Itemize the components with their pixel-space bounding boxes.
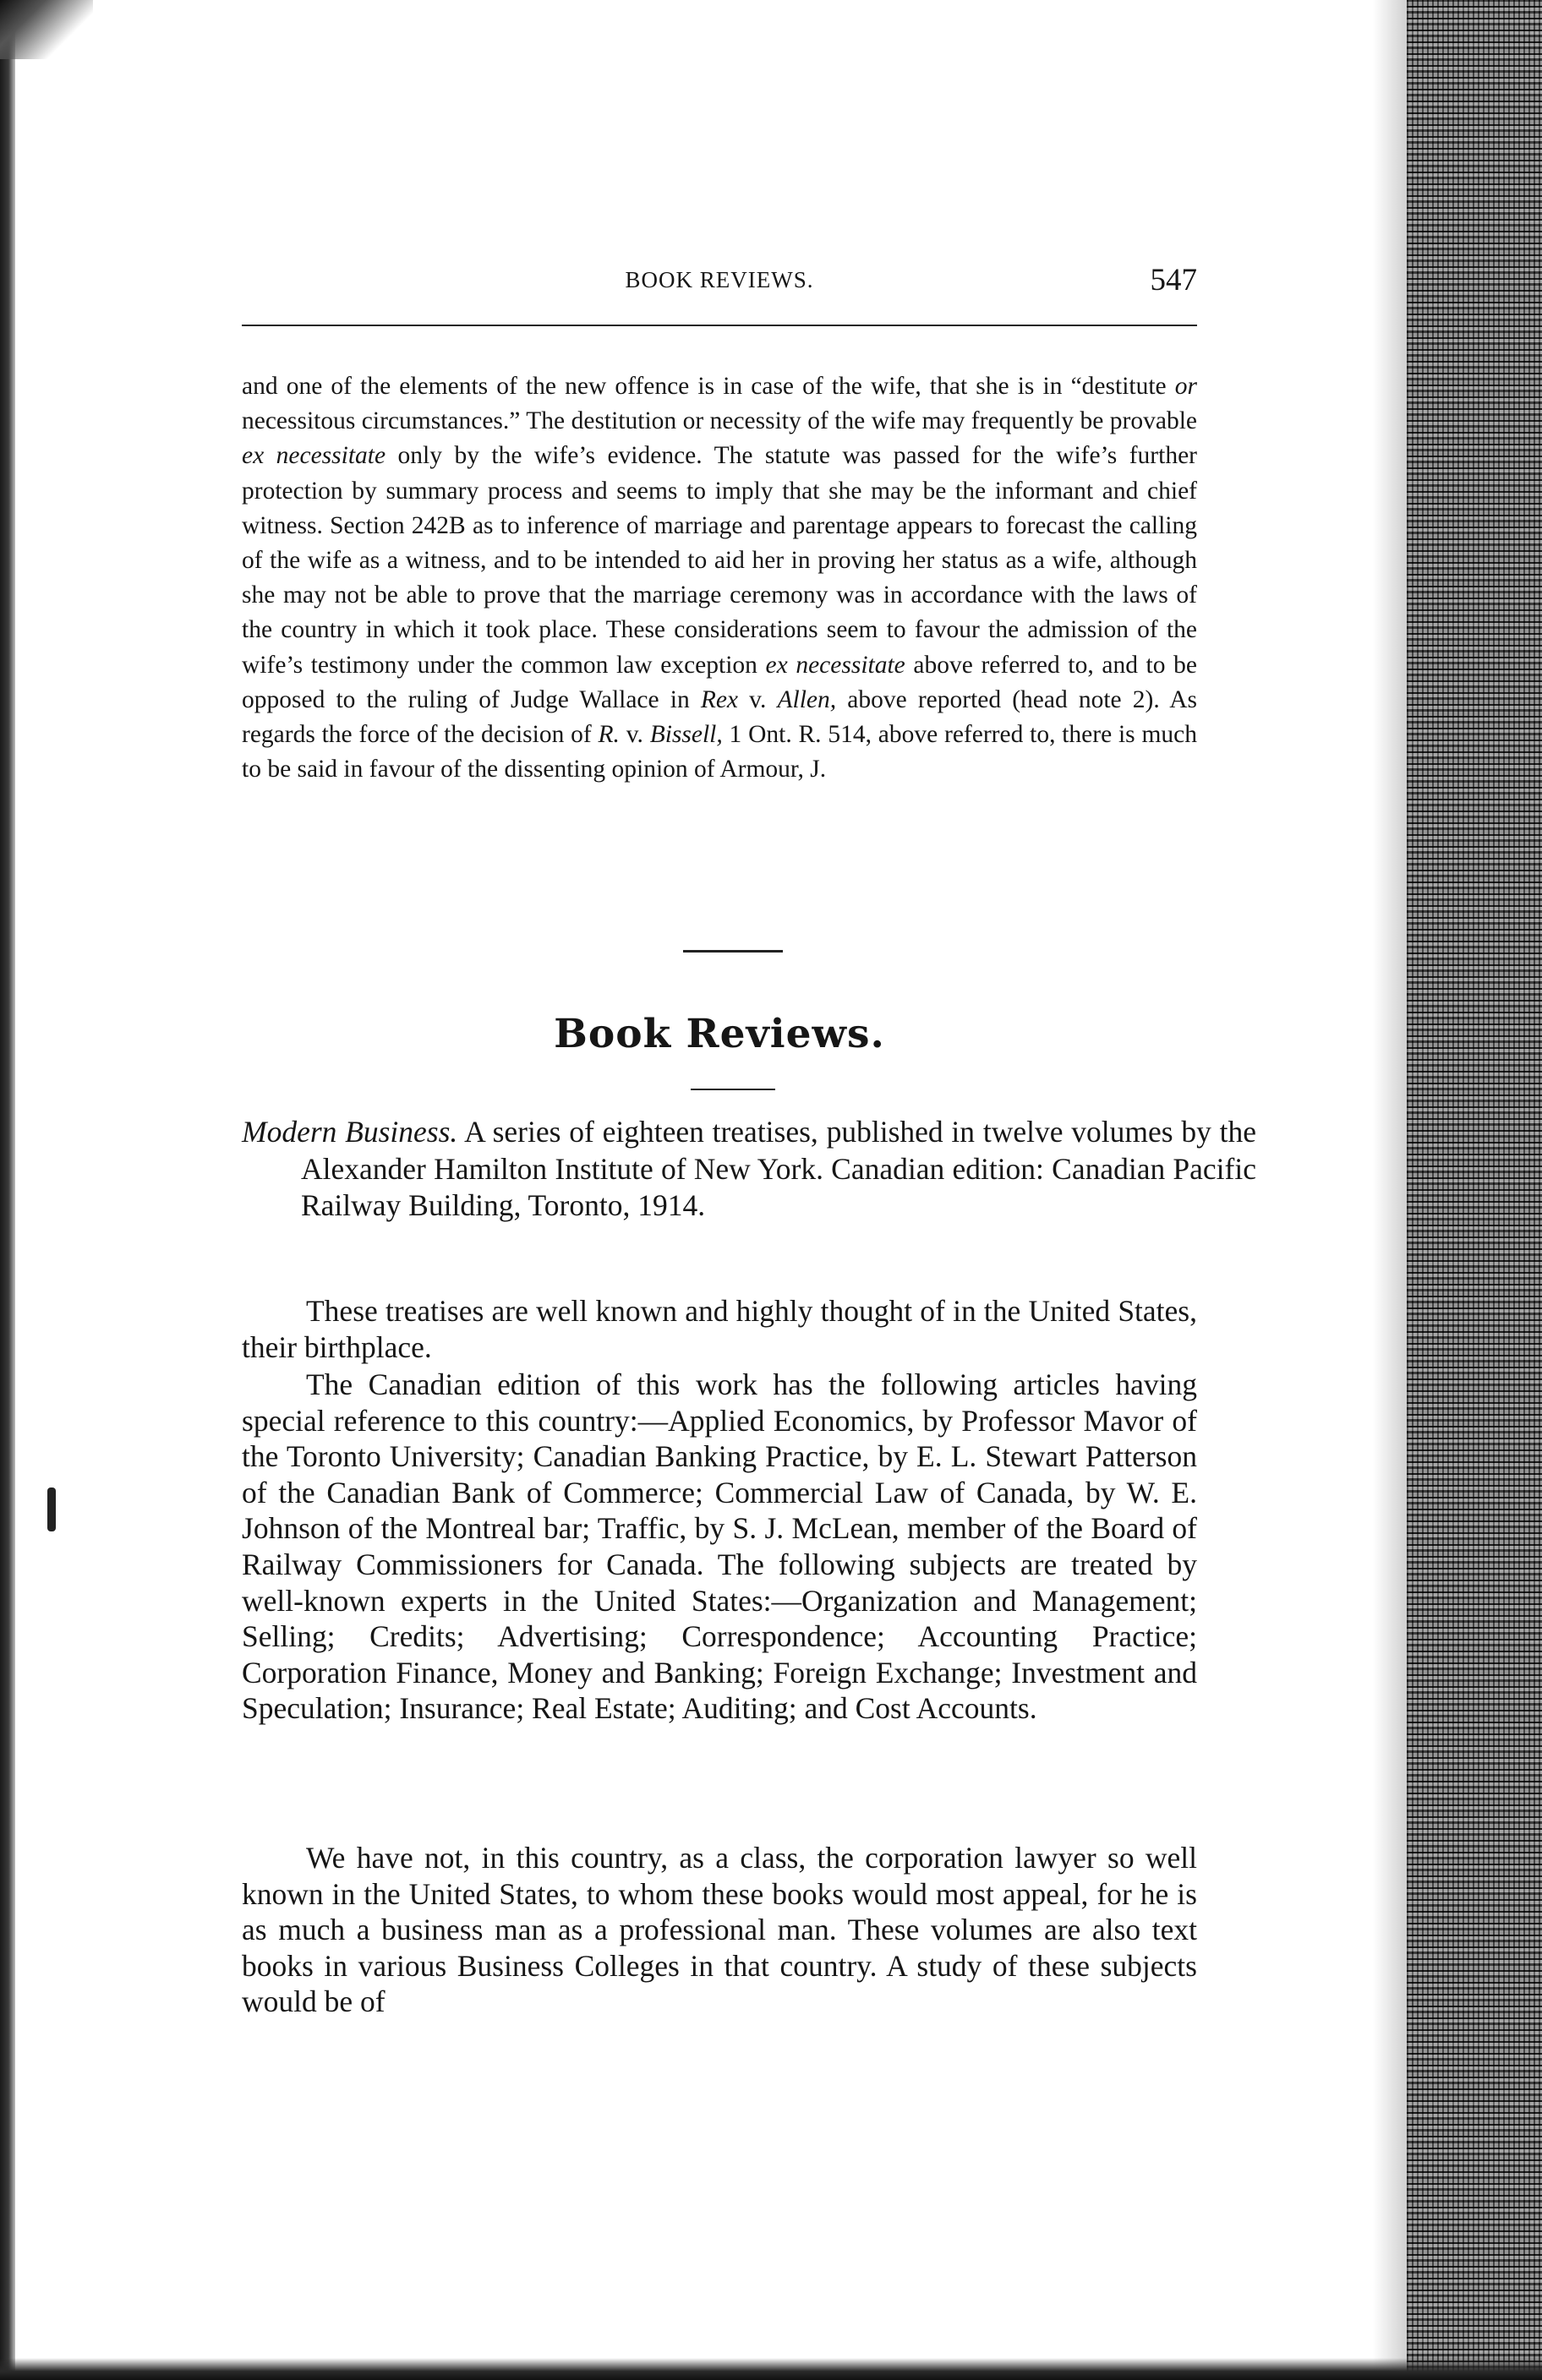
section-divider-top [683, 950, 783, 953]
review-paragraph-1: These treatises are well known and highly thought of in the United States, their birthplace. [242, 1294, 1197, 1364]
scan-edge-left [0, 0, 15, 2380]
scan-edge-top-left [0, 0, 93, 59]
scan-edge-bottom [0, 2358, 1542, 2380]
review-paragraph-2: The Canadian edition of this work has the following articles having special reference to this country:—Applied Economics, by Professor Mavor of the Toronto University; Canadian Banking Practice, by E. L. Stewart Patterson of the Canadian Bank of Commerce; Commercial Law of Canada, by W. E. Johnson of the Montreal bar; Traffic, by S. J. McLean, member of the Board of Railway Commissioners for Canada. The following subjects are treated by well-known experts in the United States:—Organization and Management; Selling; Credits; Advertising; Correspondence; Accounting Practice; Corporation Finance, Money and Banking; Foreign Exchange; Investment and Speculation; Insurance; Real Estate; Auditing; and Cost Accounts. [242, 1367, 1197, 1726]
scan-edge-right [1407, 0, 1542, 2380]
review-paragraph-3: We have not, in this country, as a class, the corporation lawyer so well known in the United States, to whom these books would most appeal, for he is as much a business man as a professional man. These volumes are also text books in various Business Colleges in that country. A study of these subjects would be of [242, 1841, 1197, 2019]
section-heading: Book Reviews. [554, 1011, 885, 1057]
note-italic-latin-1: ex necessitate [242, 442, 386, 470]
case-versus-2: v. [619, 721, 650, 749]
stray-ink-mark [47, 1488, 56, 1531]
note-text-1: and one of the elements of the new offence is in case of the wife, that she is in “destitute [242, 373, 1175, 400]
note-text-6: 1 Ont. R. 514, above referred to, there is much to be said in favour of the dissenting opinion of Armour, J. [242, 721, 1197, 783]
note-text-2: necessitous circumstances.” The destitution or necessity of the wife may frequently be provable [242, 407, 1197, 435]
header-rule [242, 325, 1197, 326]
case-name-rex: Rex [700, 685, 739, 713]
note-text-5: above reported (head note 2). As regards the force of the decision of [242, 685, 1197, 749]
review-citation-details: A series of eighteen treatises, published in twelve volumes by the Alexander Hamilton Institute of New York. Canadian edition: Canadian Pacific Railway Building, Toronto, 1914. [301, 1115, 1256, 1222]
section-divider-bottom [691, 1089, 775, 1090]
case-name-r: R. [598, 721, 620, 749]
note-italic-latin-2: ex necessitate [765, 651, 905, 679]
review-book-title: Modern Business. [242, 1115, 458, 1149]
case-name-allen: Allen, [777, 685, 837, 713]
case-name-bissell: Bissell, [649, 721, 723, 749]
note-paragraph [242, 369, 1197, 787]
note-text-3: only by the wife’s evidence. The statute was passed for the wife’s further protection by summary process and seems to imply that she may be the informant and chief witness. Section 242B as to inference of marriage and parentage appears to forecast the calling of the wife as a witness, and to be intended to aid her in proving her status as a wife, although she may not be able to prove that the marriage ceremony was in accordance with the laws of the country in which it took place. These considerations seem to favour the admission of the wife’s testimony under the common law exception [242, 442, 1197, 679]
page-number: 547 [1150, 263, 1197, 298]
review-citation [242, 1114, 1256, 1225]
running-title: BOOK REVIEWS. [625, 267, 814, 292]
scan-edge-right-shadow [1373, 0, 1407, 2380]
note-italic-or: or [1174, 373, 1197, 400]
note-text-4: above referred to, and to be opposed to the ruling of Judge Wallace in [242, 651, 1197, 713]
case-versus-1: v. [738, 685, 778, 713]
running-head [242, 262, 1197, 313]
